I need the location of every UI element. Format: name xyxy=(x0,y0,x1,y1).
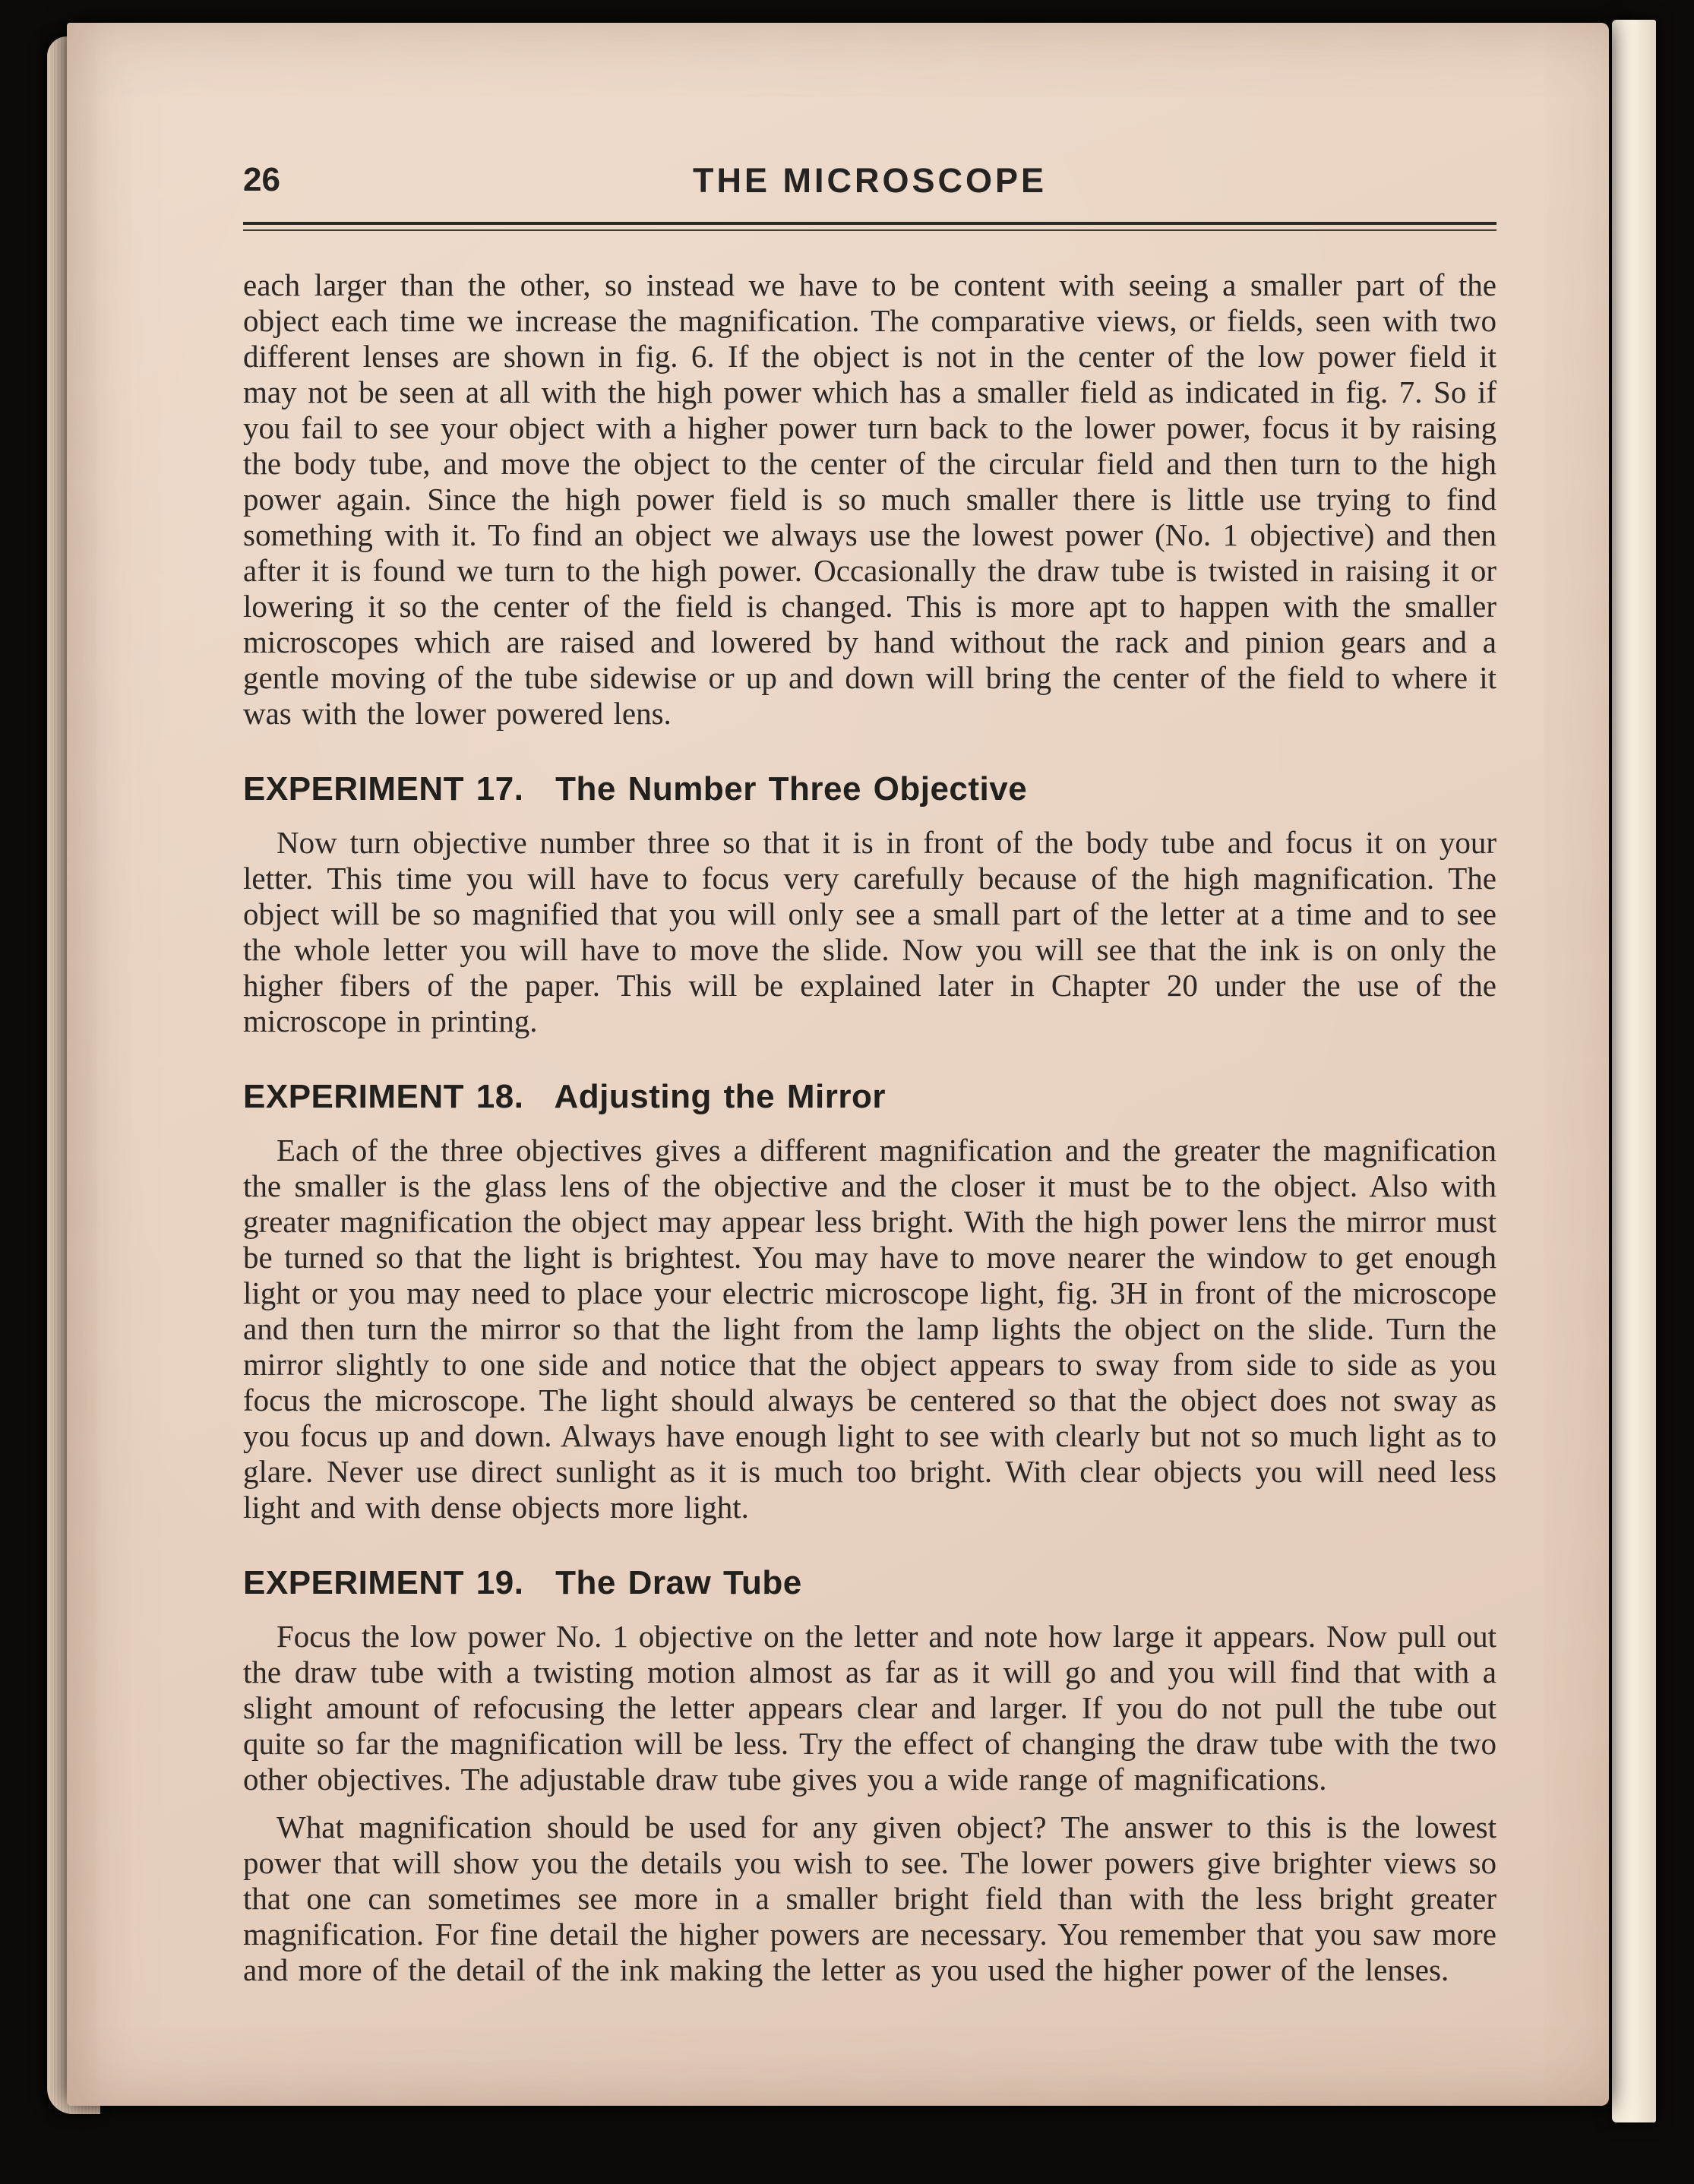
body-text xyxy=(243,267,1496,1988)
page-content xyxy=(243,23,1496,1988)
page-number: 26 xyxy=(243,161,280,198)
running-title: THE MICROSCOPE xyxy=(692,161,1048,200)
paragraph: What magnification should be used for any given object? The answer to this is the lowest power that will show you the details you wish to see. The lower powers give brighter views so that one can sometimes see more in a smaller bright field than with the less bright greater magnification. For fine detail the higher powers are necessary. You remember that you saw more and more of the detail of the ink making the letter as you used the higher power of the lenses. xyxy=(243,1809,1496,1987)
book-page xyxy=(67,23,1609,2106)
section-heading xyxy=(243,771,1496,807)
paragraph: Now turn objective number three so that it is in front of the body tube and focus it on your letter. This time you will have to focus very carefully because of the high magnification. The object will be so magnified that you will only see a small part of the letter at a time and to see the whole letter you will have to move the slide. Now you will see that the ink is on only the higher fibers of the paper. This will be explained later in Chapter 20 under the use of the microscope in printing. xyxy=(243,825,1496,1038)
paragraph: Each of the three objectives gives a different magnification and the greater the magnification the smaller is the glass lens of the objective and the closer it must be to the object. Also with greater magnification the object may appear less bright. With the high power lens the mirror must be turned so that the light is brightest. You may have to move nearer the window to get enough light or you may need to place your electric microscope light, fig. 3H in front of the microscope and then turn the mirror so that the light from the lamp lights the object on the slide. Turn the mirror slightly to one side and notice that the object appears to sway from side to side as you focus the microscope. The light should always be centered so that the object does not sway as you focus up and down. Always have enough light to see with clearly but not so much light as to glare. Never use direct sunlight as it is much too bright. With clear objects you will need less light and with dense objects more light. xyxy=(243,1133,1496,1525)
paragraph: Focus the low power No. 1 objective on the letter and note how large it appears. Now pull out the draw tube with a twisting motion almost as far as it will go and you will find that with a slight amount of refocusing the letter appears clear and larger. If you do not pull the tube out quite so far the magnification will be less. Try the effect of changing the draw tube with the two other objectives. The adjustable draw tube gives you a wide range of magnifications. xyxy=(243,1619,1496,1797)
section-experiment-17 xyxy=(243,771,1496,1039)
header-rule-bottom xyxy=(243,229,1496,231)
section-heading-title: The Number Three Objective xyxy=(555,770,1028,808)
header-rule-top xyxy=(243,222,1496,225)
section-experiment-18 xyxy=(243,1079,1496,1525)
section-heading-label: EXPERIMENT 19. xyxy=(243,1564,524,1601)
section-heading-label: EXPERIMENT 18. xyxy=(243,1078,524,1115)
section-heading-label: EXPERIMENT 17. xyxy=(243,770,524,808)
section-heading xyxy=(243,1565,1496,1601)
section-experiment-19 xyxy=(243,1565,1496,1988)
running-head xyxy=(243,161,1496,205)
intro-paragraph: each larger than the other, so instead we have to be content with seeing a smaller part of the object each time we increase the magnification. The comparative views, or fields, seen with two different lenses are shown in fig. 6. If the object is not in the center of the low power field it may not be seen at all with the high power which has a smaller field as indicated in fig. 7. So if you fail to see your object with a higher power turn back to the lower power, focus it by raising the body tube, and move the object to the center of the circular field and then turn to the high power again. Since the high power field is so much smaller there is little use trying to find something with it. To find an object we always use the lowest power (No. 1 objective) and then after it is found we turn to the high power. Occasionally the draw tube is twisted in raising it or lowering it so the center of the field is changed. This is more apt to happen with the smaller microscopes which are raised and lowered by hand without the rack and pinion gears and a gentle moving of the tube sidewise or up and down will bring the center of the field to where it was with the lower powered lens. xyxy=(243,267,1496,731)
facing-page-edge xyxy=(1612,20,1656,2122)
section-heading-title: The Draw Tube xyxy=(555,1564,802,1601)
section-heading xyxy=(243,1079,1496,1114)
section-heading-title: Adjusting the Mirror xyxy=(554,1078,886,1115)
